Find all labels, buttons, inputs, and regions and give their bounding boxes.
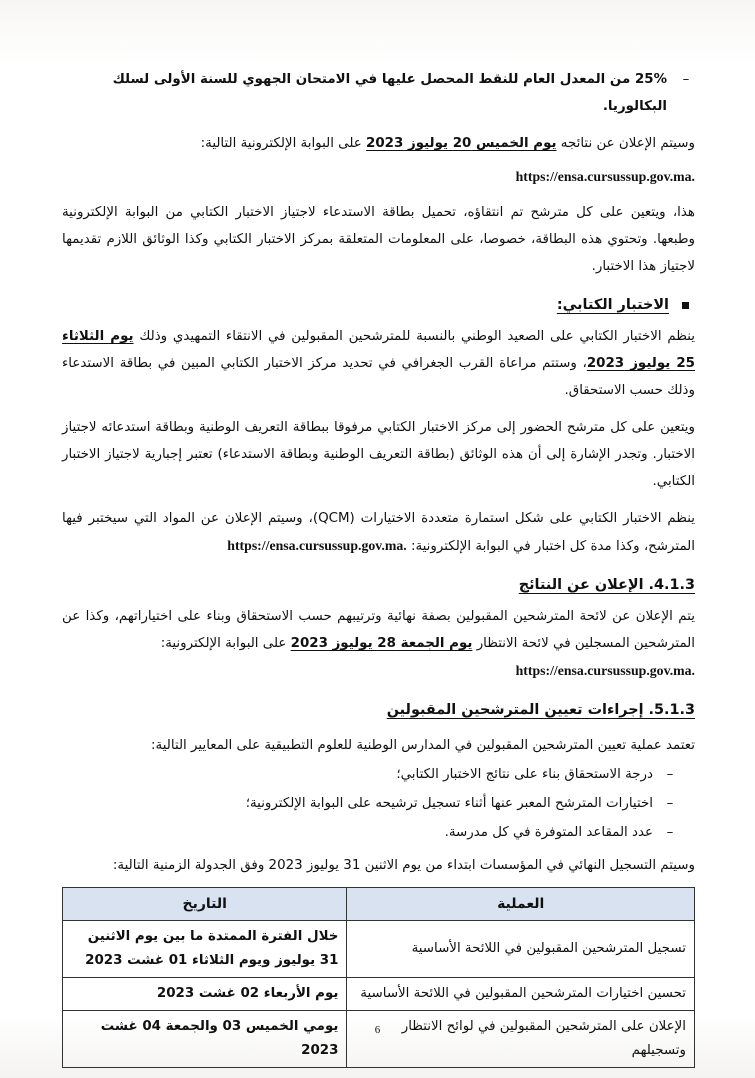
results-announcement [62,130,695,157]
criteria-item [62,790,695,817]
criteria-item [62,819,695,846]
results-section-heading: 4.1.3. الإعلان عن النتائج [518,577,695,593]
dash-marker: – [666,796,674,811]
intro-bullet [62,66,695,120]
dash-marker: – [682,72,690,87]
criteria-item-text: اختيارات المترشح المعبر عنها أثناء تسجيل ترشيحه على البوابة الإلكترونية؛ [245,796,653,811]
date-cell: خلال الفترة الممتدة ما بين يوم الاثنين 31 يوليوز ويوم الثلاثاء 01 غشت 2023 [63,921,347,978]
written-exam-para-1 [62,323,695,404]
results-para-date: يوم الجمعة 28 يوليوز 2023 [290,636,473,651]
criteria-item-text: درجة الاستحقاق بناء على نتائج الاختبار الكتابي؛ [396,767,653,782]
para3-text: ينظم الاختبار الكتابي على شكل استمارة متعددة الاختيارات (QCM)، وسيتم الإعلان عن المواد التي سيختبر فيها المترشح، وكذا مدة كل اختبار في البوابة الإلكترونية: [62,511,695,554]
criteria-item-text: عدد المقاعد المتوفرة في كل مدرسة. [444,825,653,840]
announcement-date: يوم الخميس 20 يوليوز 2023 [366,136,557,151]
dash-marker: – [666,767,674,782]
criteria-item [62,761,695,788]
table-row [63,1011,695,1068]
date-cell: يومي الخميس 03 والجمعة 04 غشت 2023 [63,1011,347,1068]
schedule-table [62,887,695,1068]
intro-bullet-text: 25% من المعدل العام للنقط المحصل عليها في الامتحان الجهوي للسنة الأولى لسلك البكالوريا. [112,72,667,114]
results-url-line [62,657,695,685]
square-bullet-icon [682,302,689,309]
operation-cell: الإعلان على المترشحين المقبولين في لوائح الانتظار وتسجيلهم [347,1011,695,1068]
portal-url-line [62,163,695,191]
table-header-row [63,888,695,921]
header-operation: العملية [347,888,695,921]
table-row [63,978,695,1011]
assignment-section-heading: 5.1.3. إجراءات تعيين المترشحين المقبولين [386,702,695,718]
para1-prefix: ينظم الاختبار الكتابي على الصعيد الوطني بالنسبة للمترشحين المقبولين في الانتقاء التمهيدي وذلك [139,329,695,344]
para1-suffix: ، وستتم مراعاة القرب الجغرافي في تحديد مركز الاختبار الكتابي المبين في بطاقة الاستدعاء وذلك حسب الاستحقاق. [62,356,695,398]
written-exam-heading-text: الاختبار الكتابي: [556,297,669,313]
para1-date: يوم الثلاثاء 25 يوليوز 2023 [62,329,695,371]
convocation-paragraph: هذا، ويتعين على كل مترشح تم انتقاؤه، تحميل بطاقة الاستدعاء لاجتياز الاختبار الكتابي من البوابة الإلكترونية وطبعها. وتحتوي هذه البطاقة، خصوصا، على المعلومات المتعلقة بمركز الاختبار الكتابي وكذا الوثائق اللازم تقديمها لاجتياز هذا الاختبار. [62,205,695,274]
results-para-prefix: يتم الإعلان عن لائحة المترشحين المقبولين بصفة نهائية وترتيبهم حسب الاستحقاق وبناء على اختياراتهم، وكذا عن المترشحين المسجلين في لائحة الانتظار [62,609,695,651]
written-exam-para-3 [62,505,695,560]
header-date: التاريخ [63,888,347,921]
written-exam-heading [62,292,695,319]
results-section-paragraph [62,603,695,657]
final-registration-paragraph: وسيتم التسجيل النهائي في المؤسسات ابتداء من يوم الاثنين 31 يوليوز 2023 وفق الجدولة الزمنية التالية: [112,858,695,873]
portal-url-link[interactable]: https://ensa.cursussup.gov.ma. [515,169,695,184]
table-row [63,921,695,978]
para3-url-link[interactable]: https://ensa.cursussup.gov.ma. [227,538,407,553]
announcement-prefix: وسيتم الإعلان عن نتائجه [560,136,695,151]
assignment-intro: تعتمد عملية تعيين المترشحين المقبولين في المدارس الوطنية للعلوم التطبيقية على المعايير التالية: [151,738,695,753]
written-exam-para-2: ويتعين على كل مترشح الحضور إلى مركز الاختبار الكتابي مرفوقا ببطاقة التعريف الوطنية وبطاقة استدعائه لاجتياز الاختبار. وتجدر الإشارة إلى أن هذه الوثائق (بطاقة التعريف الوطنية وبطاقة الاستدعاء) تعتبر إجبارية لاجتياز الاختبار الكتابي. [62,420,695,489]
operation-cell: تسجيل المترشحين المقبولين في اللائحة الأساسية [347,921,695,978]
results-url-link[interactable]: https://ensa.cursussup.gov.ma. [515,663,695,678]
date-cell: يوم الأربعاء 02 غشت 2023 [63,978,347,1011]
announcement-suffix: على البوابة الإلكترونية التالية: [200,136,362,151]
operation-cell: تحسين اختيارات المترشحين المقبولين في اللائحة الأساسية [347,978,695,1011]
results-para-suffix: على البوابة الإلكترونية: [160,636,287,651]
page-number: 6 [374,1024,381,1036]
dash-marker: – [666,825,674,840]
